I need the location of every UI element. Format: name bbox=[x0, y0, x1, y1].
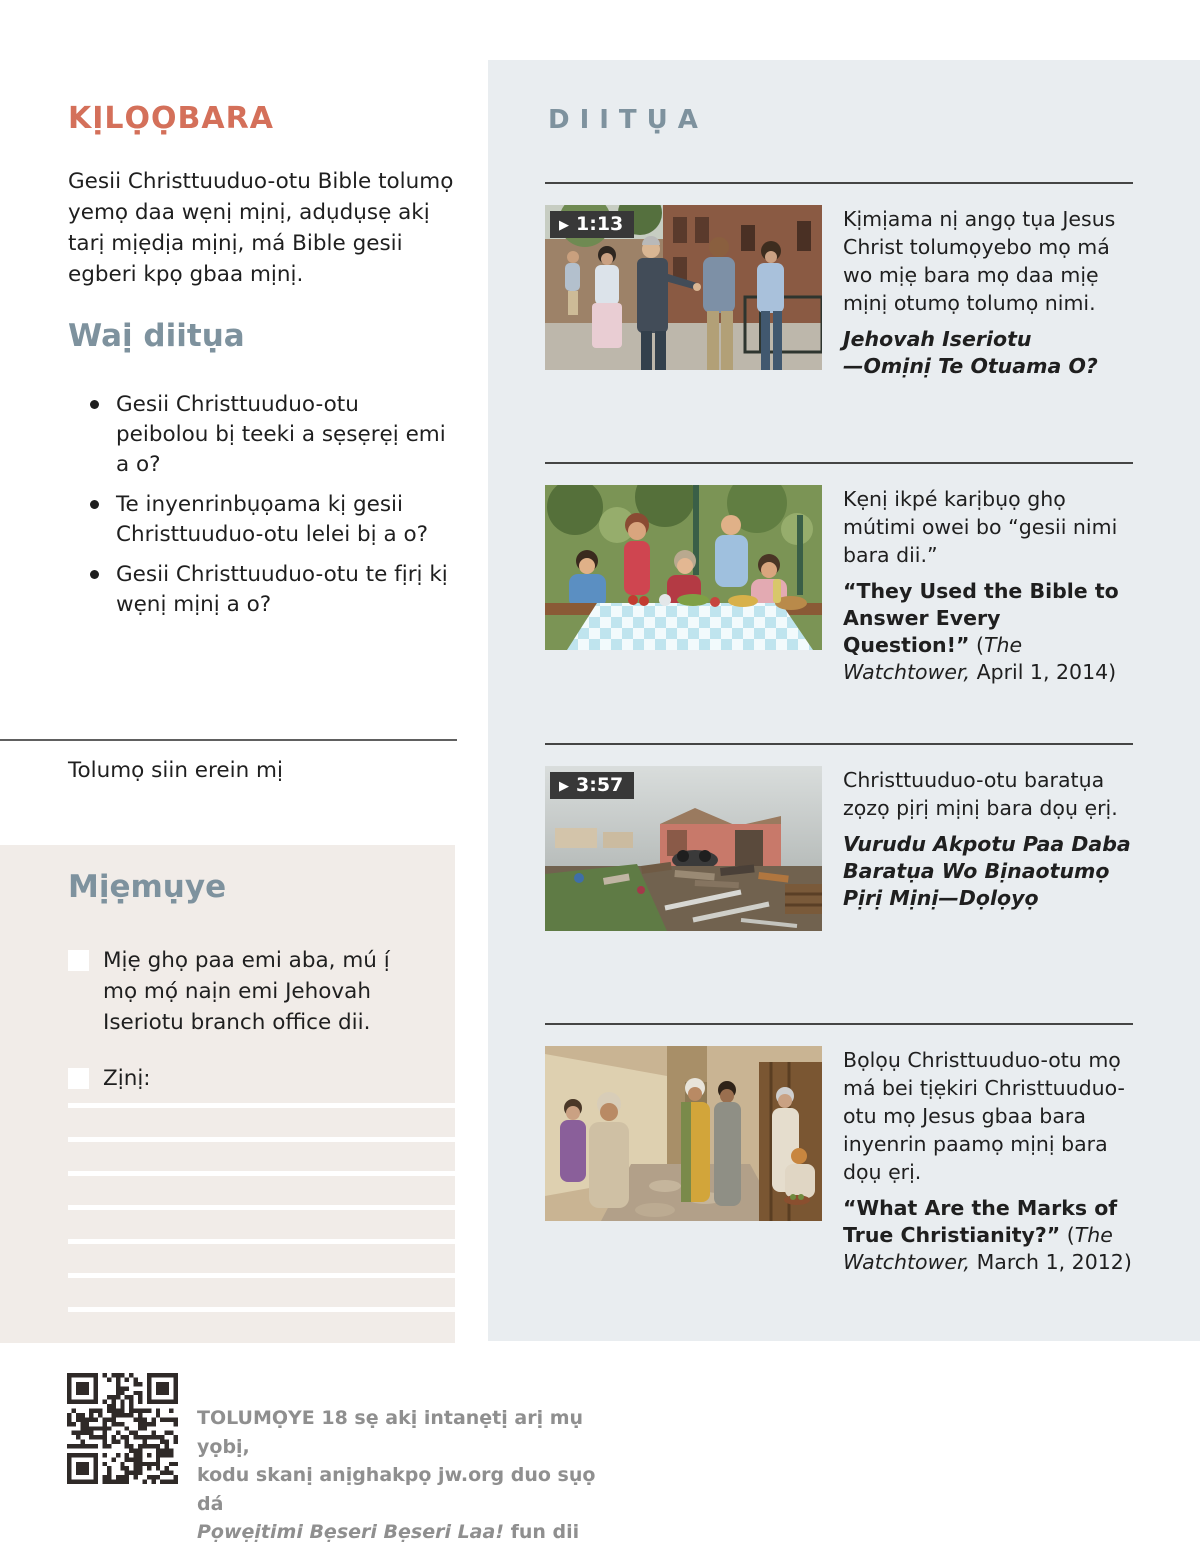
intro-paragraph: Gesii Christtuuduo-otu Bible tolumọ yemọ daa wẹnị mịnị, adụdụsẹ akị tarị mịẹdịa mịnị, má Bible gesii egberi kpọ gbaa mịnị. bbox=[68, 169, 454, 287]
video-duration-badge bbox=[550, 211, 634, 238]
video-duration-badge bbox=[550, 772, 634, 799]
media-entry bbox=[545, 743, 1133, 931]
writing-line bbox=[68, 1273, 455, 1278]
panel-heading: DIITỤA bbox=[548, 105, 708, 135]
entry-reference: Jehovah Iseriotu —Omịnị Te Otuama O? bbox=[843, 327, 1098, 378]
question-text: Te inyenrinbụọama kị gesii Christtuuduo-otu lelei bị a o? bbox=[116, 492, 429, 547]
bullet-icon bbox=[90, 570, 99, 579]
question-text: Gesii Christtuuduo-otu peibolou bị teeki a sẹsẹrẹị emi a o? bbox=[116, 392, 446, 477]
checkbox[interactable] bbox=[68, 1068, 89, 1089]
footer-caption bbox=[197, 1404, 597, 1543]
worksheet-heading: Mịẹmụye bbox=[68, 869, 227, 905]
writing-line bbox=[68, 1103, 455, 1108]
media-entry bbox=[545, 462, 1133, 686]
footer-publication-title: Pọwẹịtimi Bẹseri Bẹseri Laa! bbox=[197, 1521, 504, 1543]
check-item bbox=[68, 1063, 420, 1094]
question-list bbox=[90, 390, 450, 630]
worksheet-box bbox=[0, 845, 455, 1343]
play-icon: ▶ bbox=[559, 217, 569, 233]
media-entry bbox=[545, 182, 1133, 380]
video-duration: 3:57 bbox=[576, 774, 624, 796]
note-label: Tolumọ siin erein mị bbox=[68, 758, 283, 783]
bullet-icon bbox=[90, 500, 99, 509]
diitua-panel bbox=[488, 60, 1200, 1341]
writing-line bbox=[68, 1171, 455, 1176]
footer-line: fun dii bbox=[504, 1521, 580, 1543]
writing-line bbox=[68, 1137, 455, 1142]
article-thumbnail[interactable] bbox=[545, 485, 822, 650]
entry-reference: “What Are the Marks of True Christianity?” (The Watchtower, March 1, 2012) bbox=[843, 1196, 1132, 1274]
footer-line: kodu skanị anịghakpọ jw.org duo sụọ dá bbox=[197, 1464, 596, 1515]
qr-code-icon bbox=[67, 1373, 178, 1484]
list-item bbox=[90, 490, 450, 550]
writing-line bbox=[68, 1205, 455, 1210]
media-entry bbox=[545, 1023, 1133, 1276]
list-item bbox=[90, 390, 450, 480]
bullet-icon bbox=[90, 400, 99, 409]
list-item bbox=[90, 560, 450, 620]
page-title: KỊLỌỌBARA bbox=[68, 101, 274, 136]
entry-description: Christtuuduo-otu baratụa zọzọ pịrị mịnị bara dọụ ẹrị. bbox=[843, 768, 1118, 820]
entry-description: Kẹnị ikpé karịbụọ ghọ mútimi owei bo “gesii nimi bara dii.” bbox=[843, 487, 1118, 567]
entry-reference: Vurudu Akpotu Paa Daba Baratụa Wo Bịnaotumọ Pịrị Mịnị—Dọlọyọ bbox=[843, 832, 1131, 910]
check-item-label: Zịnị: bbox=[103, 1066, 151, 1091]
writing-line bbox=[68, 1239, 455, 1244]
video-duration: 1:13 bbox=[576, 213, 624, 235]
check-item bbox=[68, 945, 420, 1038]
writing-lines bbox=[68, 1103, 455, 1312]
footer-line: TOLUMỌYE 18 sẹ akị intanẹtị arị mụ yọbị, bbox=[197, 1407, 584, 1458]
divider bbox=[0, 739, 457, 741]
entry-description: Kịmịama nị angọ tụa Jesus Christ tolumọyebo mọ má wo mịẹ bara mọ daa mịẹ mịnị otumọ tolumọ nimi. bbox=[843, 207, 1116, 315]
writing-line bbox=[68, 1307, 455, 1312]
question-text: Gesii Christtuuduo-otu te fịrị kị wẹnị mịnị a o? bbox=[116, 562, 448, 617]
checkbox[interactable] bbox=[68, 950, 89, 971]
check-item-label: Mịẹ ghọ paa emi aba, mú ị́ mọ mọ́ naịn emi Jehovah Iseriotu branch office dii. bbox=[103, 948, 390, 1035]
video-thumbnail[interactable] bbox=[545, 766, 822, 931]
section-heading-questions: Waị diitụa bbox=[68, 318, 245, 354]
entry-reference: “They Used the Bible to Answer Every Question!” (The Watchtower, April 1, 2014) bbox=[843, 579, 1119, 684]
article-thumbnail[interactable] bbox=[545, 1046, 822, 1221]
video-thumbnail[interactable] bbox=[545, 205, 822, 370]
entry-description: Bọlọụ Christtuuduo-otu mọ má bei tịẹkiri Christtuuduo-otu mọ Jesus gbaa bara inyenrin paamọ mịnị bara dọụ ẹrị. bbox=[843, 1048, 1125, 1184]
play-icon: ▶ bbox=[559, 778, 569, 794]
